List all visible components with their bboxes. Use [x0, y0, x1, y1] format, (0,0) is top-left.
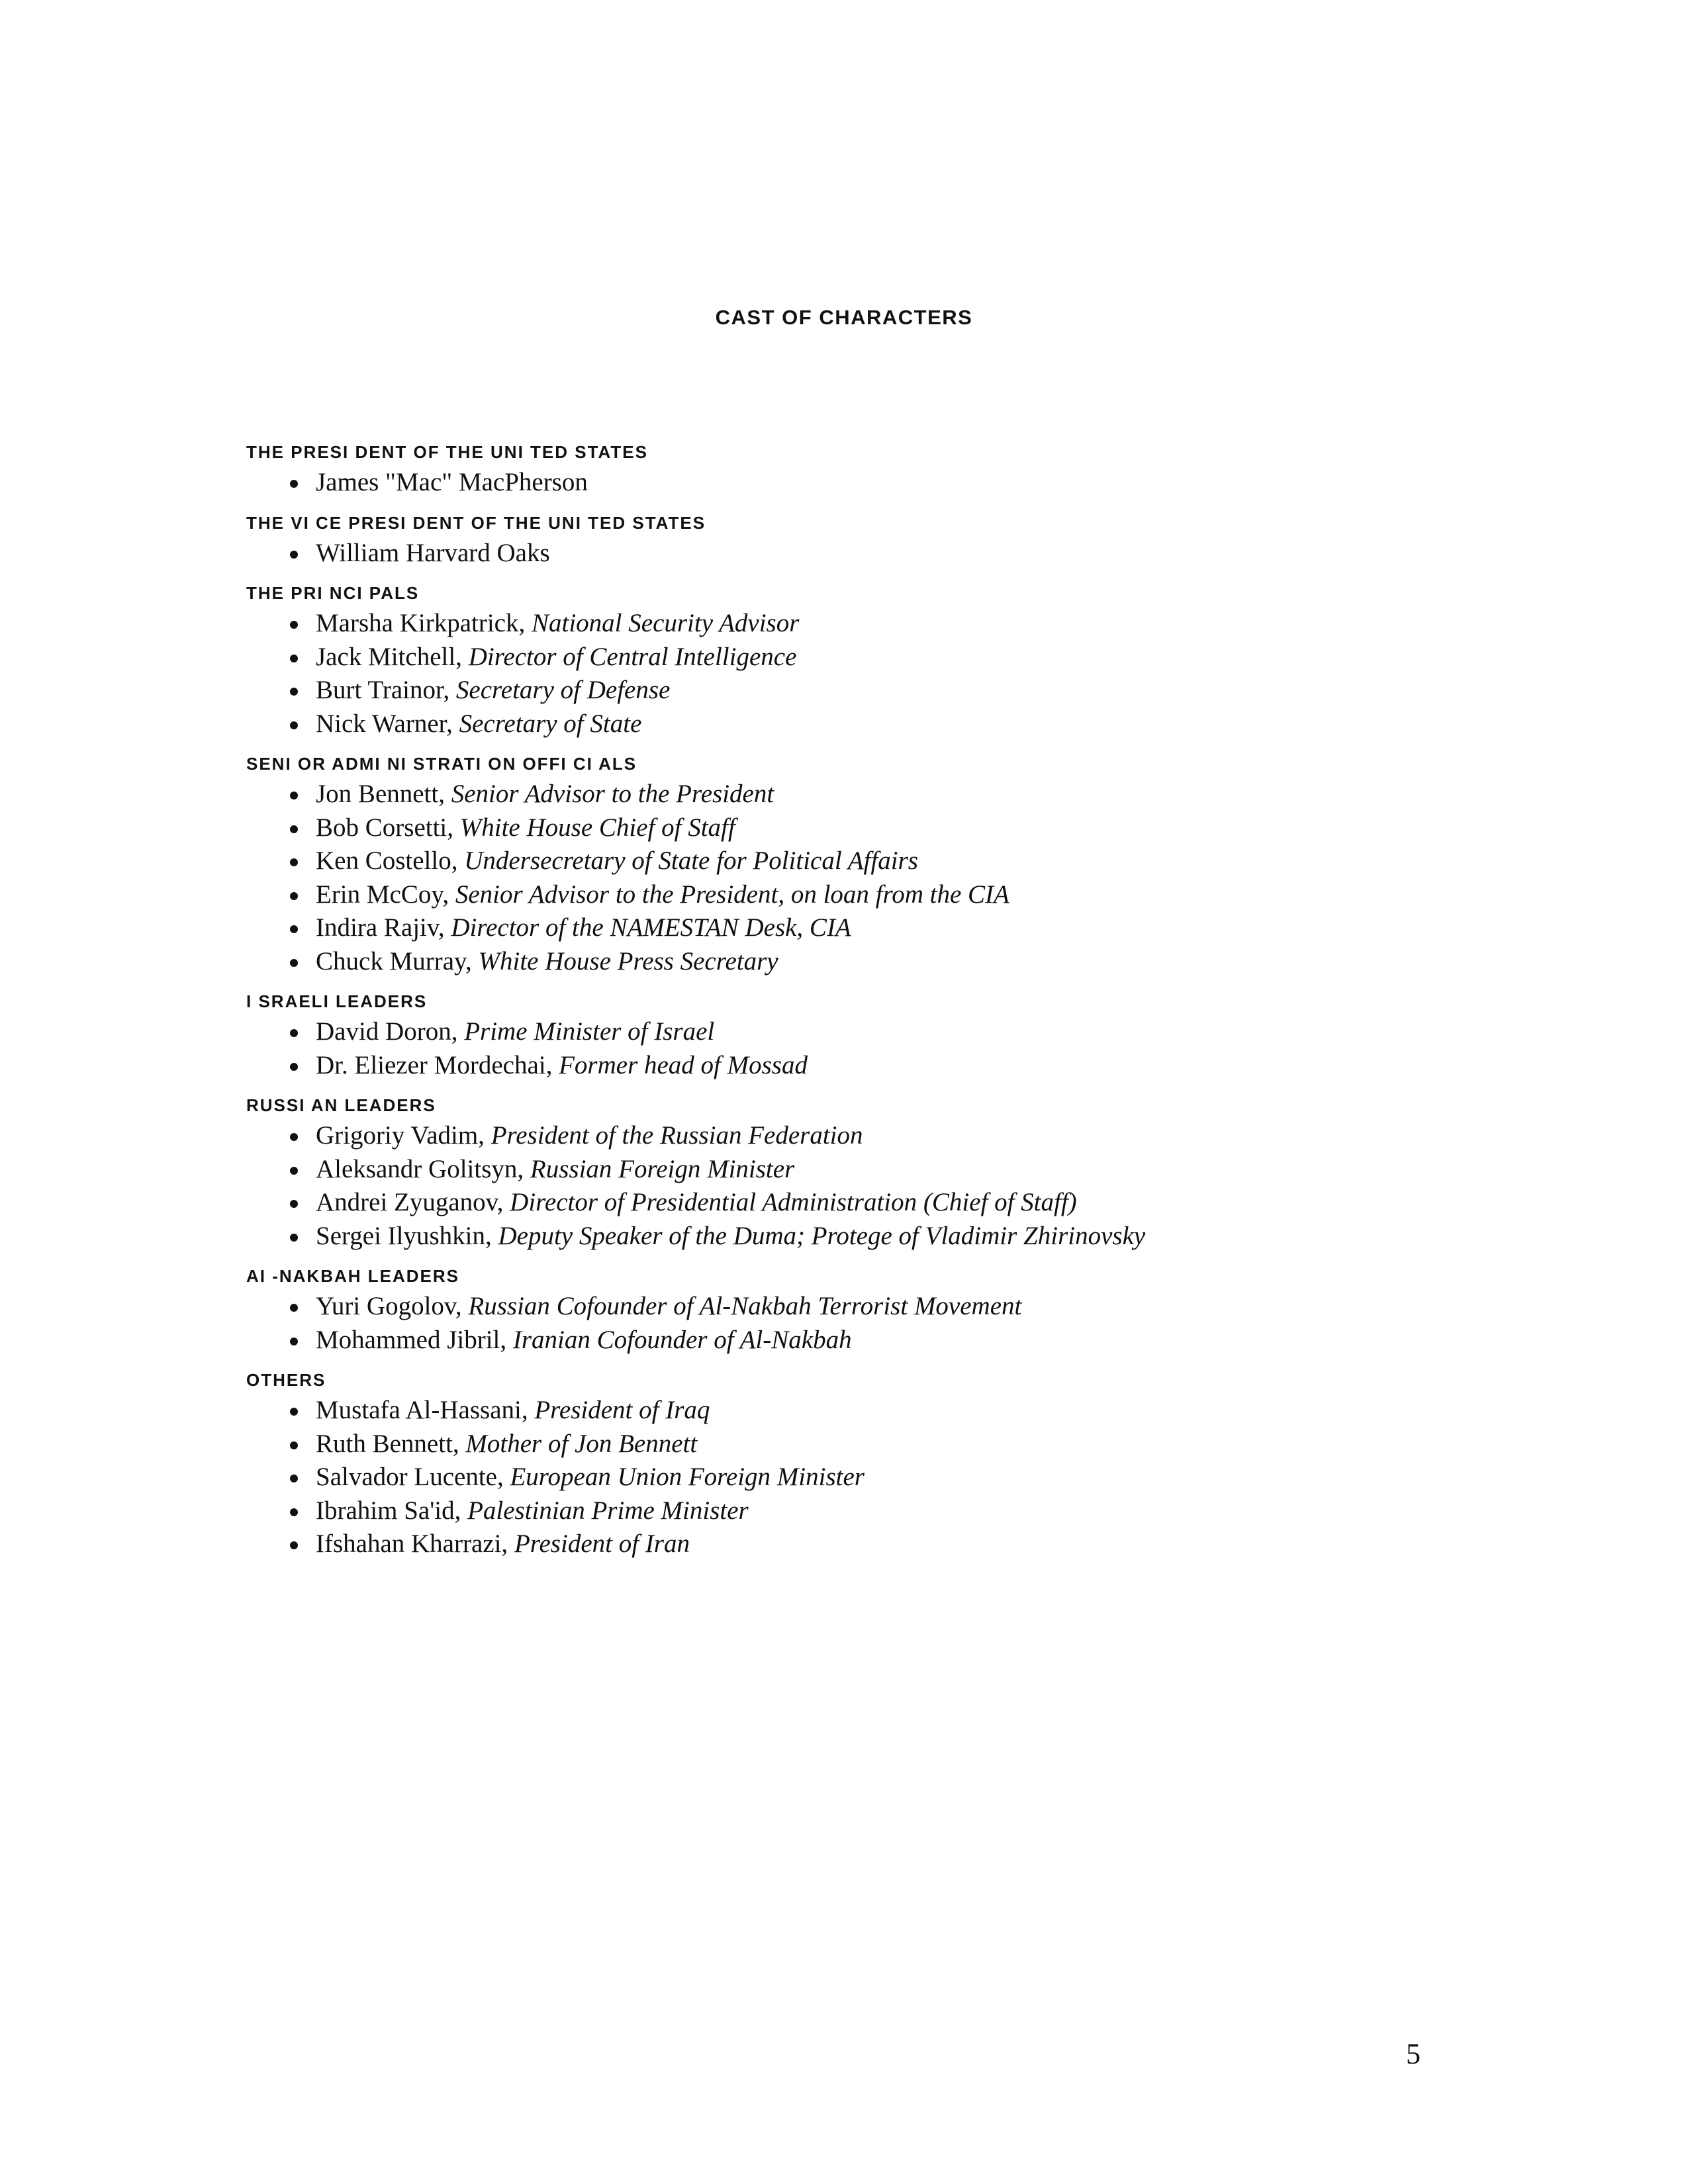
character-list — [246, 537, 1504, 570]
character-list — [246, 778, 1504, 978]
cast-list — [246, 442, 1504, 1574]
character-role: Deputy Speaker of the Duma; Protege of Vladimir Zhirinovsky — [498, 1221, 1146, 1250]
character-list — [246, 1119, 1504, 1253]
character-role: White House Press Secretary — [478, 946, 778, 976]
section-heading: SENI OR ADMI NI STRATI ON OFFI CI ALS — [246, 754, 637, 774]
character-name: Andrei Zyuganov, — [316, 1188, 510, 1216]
list-item — [246, 1461, 1504, 1494]
character-role: National Security Advisor — [531, 609, 800, 637]
section-heading: RUSSI AN LEADERS — [246, 1095, 436, 1115]
section-heading: THE PRESI DENT OF THE UNI TED STATES — [246, 442, 648, 462]
character-role: Director of Presidential Administration (Chief of Staff) — [510, 1188, 1077, 1216]
character-name: Jack Mitchell, — [316, 642, 469, 671]
character-name: Ibrahim Sa'id, — [316, 1496, 468, 1525]
list-item — [246, 466, 1504, 500]
list-item — [246, 1153, 1504, 1187]
list-item — [246, 1527, 1504, 1561]
cast-section — [246, 1266, 1504, 1357]
character-name: Burt Trainor, — [316, 676, 456, 704]
character-role: Iranian Cofounder of Al-Nakbah — [512, 1325, 852, 1354]
character-name: Yuri Gogolov, — [316, 1292, 469, 1320]
section-heading: THE VI CE PRESI DENT OF THE UNI TED STATES — [246, 512, 706, 533]
character-list — [246, 607, 1504, 741]
cast-section — [246, 513, 1504, 570]
character-name: Chuck Murray, — [316, 946, 479, 976]
section-heading: I SRAELI LEADERS — [246, 991, 428, 1011]
character-role: Secretary of Defense — [455, 676, 671, 704]
list-item — [246, 674, 1504, 707]
character-list — [246, 1290, 1504, 1357]
character-name: William Harvard Oaks — [316, 538, 550, 567]
character-name: Indira Rajiv, — [316, 913, 451, 942]
cast-section — [246, 991, 1504, 1082]
list-item — [246, 844, 1504, 878]
list-item — [246, 911, 1504, 945]
cast-section — [246, 442, 1504, 500]
character-name: Erin McCoy, — [316, 880, 455, 909]
character-role: Prime Minister of Israel — [464, 1017, 715, 1046]
list-item — [246, 1394, 1504, 1428]
list-item — [246, 1428, 1504, 1461]
character-role: Former head of Mossad — [559, 1050, 808, 1079]
character-name: Salvador Lucente, — [316, 1463, 510, 1491]
character-name: Mohammed Jibril, — [316, 1325, 513, 1354]
character-role: President of Iran — [514, 1529, 690, 1558]
character-role: Director of the NAMESTAN Desk, CIA — [451, 913, 851, 942]
cast-section — [246, 1095, 1504, 1253]
list-item — [246, 607, 1504, 641]
list-item — [246, 811, 1504, 845]
character-role: European Union Foreign Minister — [510, 1463, 865, 1491]
list-item — [246, 1290, 1504, 1324]
cast-section — [246, 1370, 1504, 1561]
character-role: Russian Cofounder of Al-Nakbah Terrorist Movement — [468, 1292, 1022, 1320]
character-role: Senior Advisor to the President — [451, 780, 774, 808]
character-name: Aleksandr Golitsyn, — [316, 1154, 530, 1183]
character-name: Marsha Kirkpatrick, — [316, 609, 532, 637]
character-role: Undersecretary of State for Political Affairs — [464, 846, 918, 875]
page-number: 5 — [1406, 2038, 1421, 2070]
character-name: David Doron, — [316, 1017, 465, 1046]
character-name: Dr. Eliezer Mordechai, — [316, 1050, 559, 1079]
list-item — [246, 778, 1504, 811]
character-role: Director of Central Intelligence — [468, 642, 797, 671]
list-item — [246, 641, 1504, 674]
character-role: Russian Foreign Minister — [530, 1154, 795, 1183]
list-item — [246, 1015, 1504, 1049]
character-role: Palestinian Prime Minister — [467, 1496, 749, 1525]
character-name: Grigoriy Vadim, — [316, 1121, 491, 1150]
character-role: Senior Advisor to the President, on loan from the CIA — [455, 880, 1009, 909]
page-title: CAST OF CHARACTERS — [715, 306, 973, 329]
character-name: Sergei Ilyushkin, — [316, 1221, 498, 1250]
character-role: President of Iraq — [534, 1396, 710, 1424]
character-name: Ruth Bennett, — [316, 1429, 466, 1458]
character-name: Ifshahan Kharrazi, — [316, 1529, 514, 1558]
section-heading: OTHERS — [246, 1370, 326, 1390]
list-item — [246, 945, 1504, 979]
section-heading: THE PRI NCI PALS — [246, 583, 420, 603]
character-name: Jon Bennett, — [316, 780, 451, 808]
character-list — [246, 1394, 1504, 1561]
character-name: Ken Costello, — [316, 846, 465, 875]
list-item — [246, 1220, 1504, 1253]
character-role: Mother of Jon Bennett — [465, 1429, 698, 1458]
character-name: Bob Corsetti, — [316, 813, 460, 842]
character-role: White House Chief of Staff — [459, 813, 735, 842]
character-list — [246, 1015, 1504, 1082]
cast-section — [246, 583, 1504, 741]
list-item — [246, 1186, 1504, 1220]
list-item — [246, 1324, 1504, 1357]
list-item — [246, 537, 1504, 570]
character-name: Nick Warner, — [316, 709, 459, 738]
list-item — [246, 1119, 1504, 1153]
character-name: Mustafa Al-Hassani, — [316, 1396, 535, 1424]
character-name: James "Mac" MacPherson — [316, 468, 588, 496]
list-item — [246, 1049, 1504, 1083]
cast-section — [246, 754, 1504, 978]
list-item — [246, 707, 1504, 741]
character-role: Secretary of State — [459, 709, 642, 738]
list-item — [246, 1494, 1504, 1528]
list-item — [246, 878, 1504, 912]
character-list — [246, 466, 1504, 500]
character-role: President of the Russian Federation — [491, 1121, 863, 1150]
section-heading: AI -NAKBAH LEADERS — [246, 1266, 459, 1286]
